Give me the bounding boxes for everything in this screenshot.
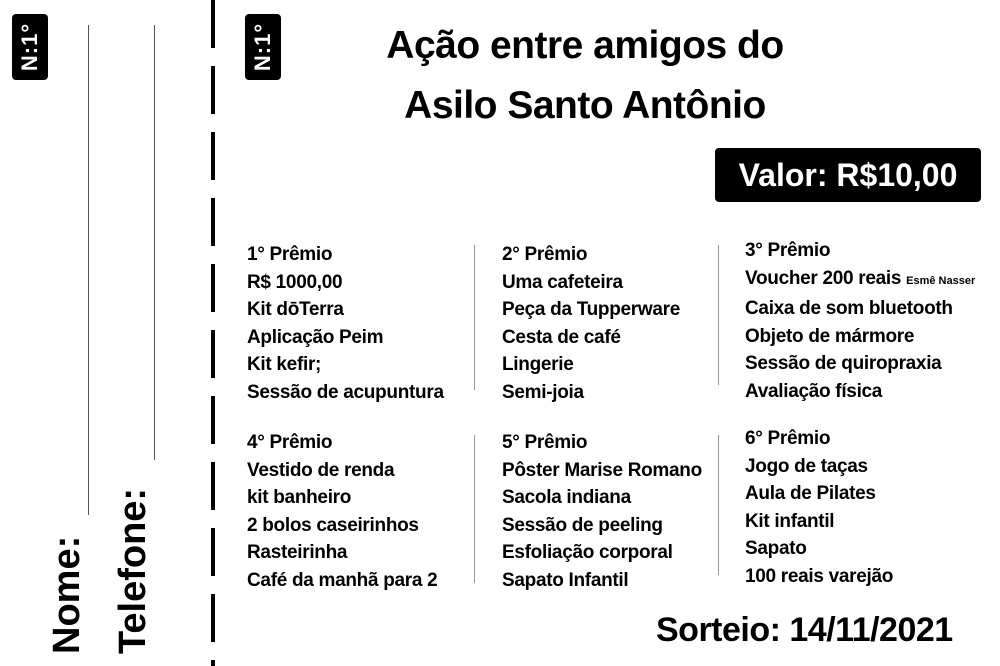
prize-block-4 [247,429,437,594]
telefone-label: Telefone: [112,487,154,654]
price-box [715,148,981,202]
prize-sponsor-note: Esmê Nasser [906,274,976,287]
prize-item: Caixa de som bluetooth [745,298,953,319]
prize-heading: 3° Prêmio [745,240,831,261]
prize-item: Uma cafeteira [502,271,623,293]
prize-item: Cesta de café [502,326,621,348]
prize-item: 100 reais varejão [745,565,894,587]
prize-item: Esfoliação corporal [502,542,673,563]
prize-item: 2 bolos caseirinhos [247,514,419,536]
prize-item: Avaliação física [745,380,883,402]
stub-number: N:1° [17,22,42,72]
prize-block-2 [502,241,680,406]
prize-item: Aula de Pilates [745,483,876,504]
prize-heading: 2° Prêmio [502,244,588,265]
prize-item: Sessão de acupuntura [247,381,444,403]
prize-item: Vestido de renda [247,459,395,481]
prize-item: Rasteirinha [247,542,348,563]
prize-block-6 [745,425,893,590]
prize-heading: 6° Prêmio [745,428,831,449]
column-divider [474,435,475,583]
prize-item: Kit dōTerra [247,299,344,320]
prize-block-3 [745,237,975,405]
prize-item: Sapato [745,538,807,559]
prize-item: Sessão de peeling [502,514,663,536]
prize-item: Objeto de mármore [745,325,915,347]
column-divider [718,435,719,575]
prize-item: kit banheiro [247,487,352,508]
draw-date: Sorteio: 14/11/2021 [656,611,953,649]
prize-item: R$ 1000,00 [247,271,343,293]
prize-item: Café da manhã para 2 [247,569,438,591]
prize-item: Peça da Tupperware [502,299,680,320]
prize-block-1 [247,241,444,406]
prize-block-5 [502,429,702,594]
prize-heading: 4° Prêmio [247,432,333,453]
nome-write-line [88,25,89,515]
prize-item: Semi-joia [502,381,584,403]
prize-heading: 5° Prêmio [502,432,588,453]
telefone-write-line [154,25,155,460]
nome-label: Nome: [46,535,88,654]
prize-heading: 1° Prêmio [247,244,333,265]
prize-item: Kit infantil [745,510,835,532]
prize-item: Sacola indiana [502,487,631,508]
prize-item: Jogo de taças [745,455,868,477]
prize-item: Sessão de quiropraxia [745,353,942,374]
perforation-line [210,0,218,666]
prize-item: Kit kefir; [247,354,322,375]
column-divider [474,245,475,390]
prize-item: Pôster Marise Romano [502,459,702,481]
prize-item: Sapato Infantil [502,569,629,591]
ticket-number-badge [245,14,281,80]
ticket-number: N:1° [250,22,275,72]
price-text: Valor: R$10,00 [738,156,958,193]
prize-item: Lingerie [502,354,574,375]
title-line-1: Ação entre amigos do [386,24,784,67]
column-divider [718,245,719,385]
prize-item: Voucher 200 reais [745,267,902,289]
prize-item: Aplicação Peim [247,326,384,348]
stub-number-badge [12,14,48,80]
title-line-2: Asilo Santo Antônio [404,84,766,127]
